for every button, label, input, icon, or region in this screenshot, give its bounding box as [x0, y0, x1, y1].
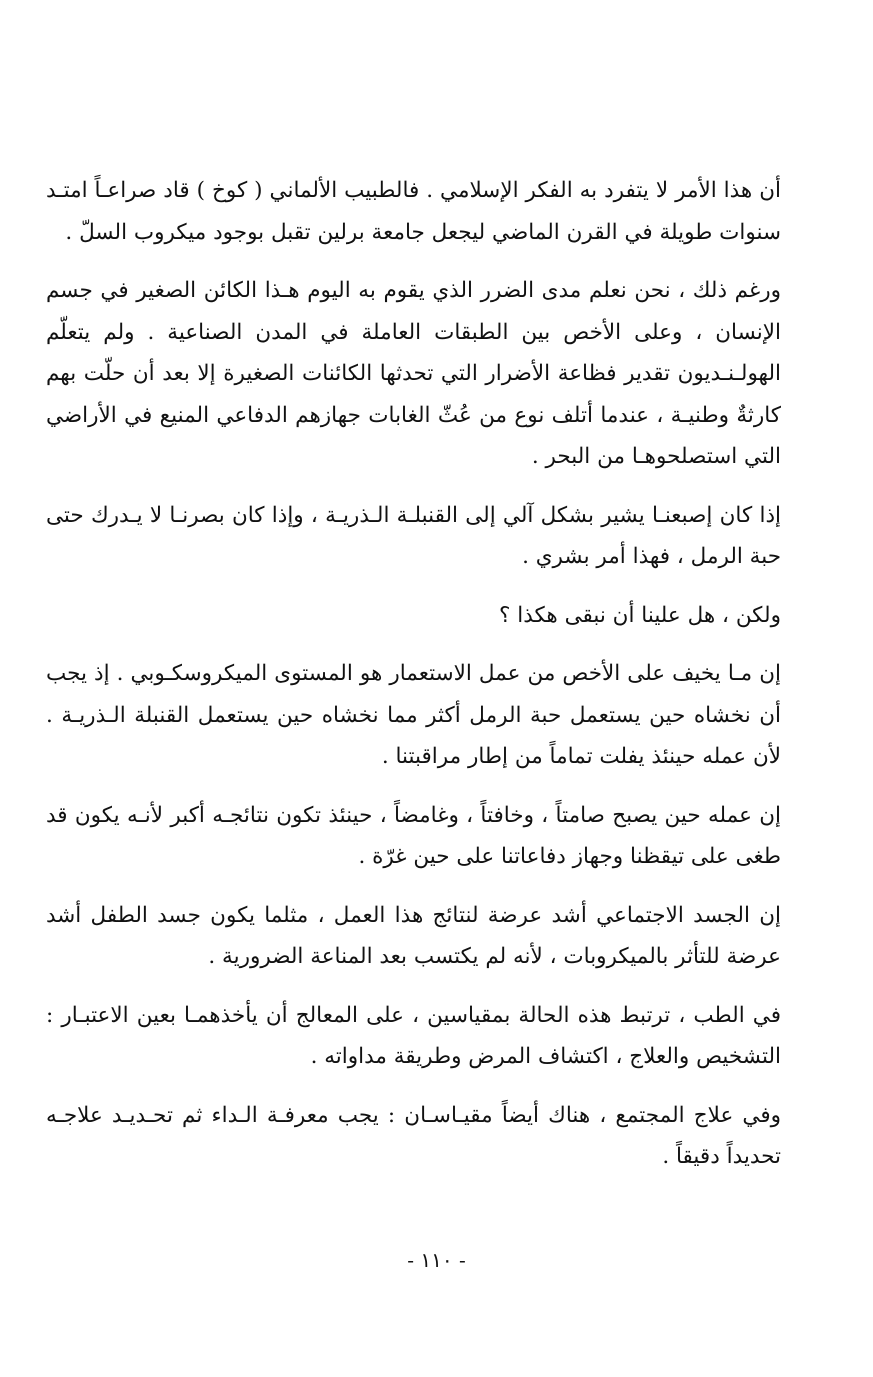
body-text: [46, 170, 781, 1195]
paragraph: إن الجسد الاجتماعي أشد عرضة لنتائج هذا العمل ، مثلما يكون جسد الطفل أشد عرضة للتأثر بالميكروبات ، لأنه لم يكتسب بعد المناعة الضرورية .: [46, 902, 781, 969]
page-number: - ١١٠ -: [407, 1248, 466, 1272]
paragraph: ولكن ، هل علينا أن نبقى هكذا ؟: [499, 602, 781, 628]
paragraph: في الطب ، ترتبط هذه الحالة بمقياسين ، على المعالج أن يأخذهمـا بعين الاعتبـار : التشخيص والعلاج ، اكتشاف المرض وطريقة مداواته .: [46, 1002, 781, 1069]
paragraph: إن عمله حين يصبح صامتاً ، وخافتاً ، وغامضاً ، حينئذ تكون نتائجـه أكبر لأنـه يكون قد طغى على تيقظنا وجهاز دفاعاتنا على حين غرّة .: [46, 802, 781, 869]
paragraph: ورغم ذلك ، نحن نعلم مدى الضرر الذي يقوم به اليوم هـذا الكائن الصغير في جسم الإنسان ، وعلى الأخص بين الطبقات العاملة في المدن الصناعية . ولم يتعلّم الهولـنـديون تقدير فظاعة الأضرار التي تحدثها الكائنات الصغيرة إلا بعد أن حلّت بهم كارثةٌ وطنيـة ، عندما أتلف نوع من عُثّ الغابات جهازهم الدفاعي المنيع في الأراضي التي استصلحوهـا من البحر .: [46, 278, 781, 469]
paragraph: إن مـا يخيف على الأخص من عمل الاستعمار هو المستوى الميكروسكـوبي . إذ يجب أن نخشاه حين يستعمل حبة الرمل أكثر مما نخشاه حين يستعمل القنبلة الـذريـة . لأن عمله حينئذ يفلت تماماً من إطار مراقبتنا .: [46, 661, 781, 769]
paragraph: إذا كان إصبعنـا يشير بشكل آلي إلى القنبلـة الـذريـة ، وإذا كان بصرنـا لا يـدرك حتى حبة الرمل ، فهذا أمر بشري .: [46, 502, 781, 569]
paragraph: أن هذا الأمر لا يتفرد به الفكر الإسلامي . فالطبيب الألماني ( كوخ ) قاد صراعـاً امتـد سنوات طويلة في القرن الماضي ليجعل جامعة برلين تقبل بوجود ميكروب السلّ .: [46, 178, 781, 245]
paragraph: وفي علاج المجتمع ، هناك أيضاً مقيـاسـان : يجب معرفـة الـداء ثم تحـديـد علاجـه تحديداً دقيقاً .: [46, 1102, 781, 1169]
